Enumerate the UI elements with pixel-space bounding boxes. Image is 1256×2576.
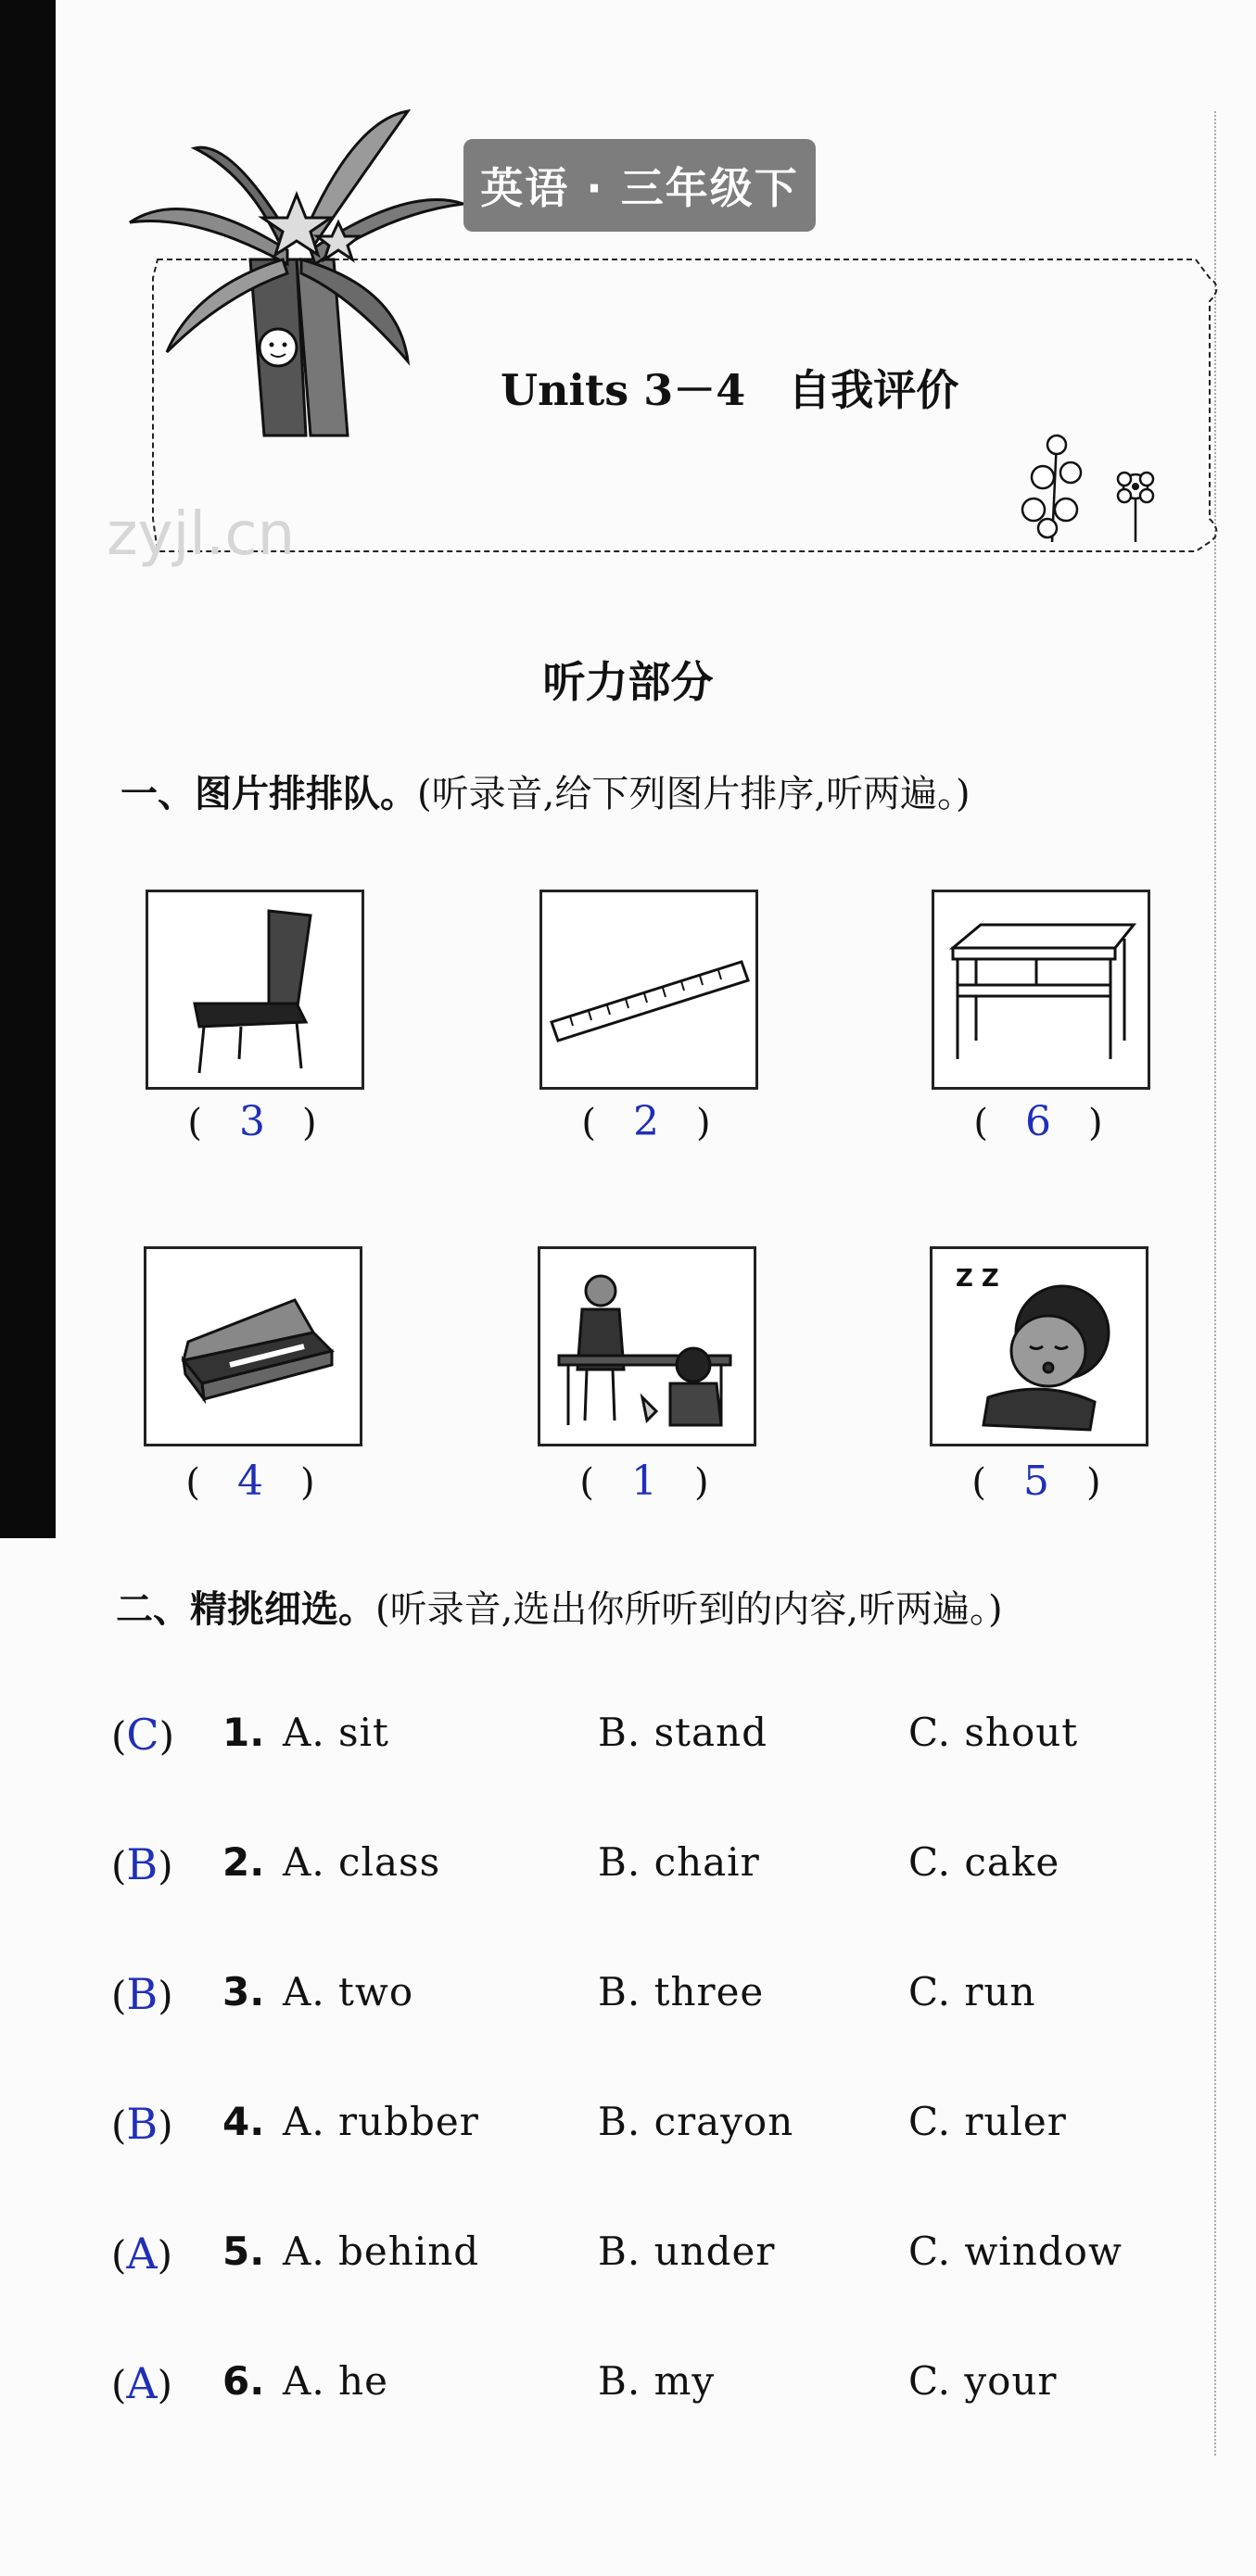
answer-paren: (B)	[111, 1969, 173, 2019]
option-c: C. shout	[908, 1710, 1079, 1755]
answer-paren: (B)	[111, 2099, 173, 2149]
svg-text:Z Z: Z Z	[956, 1265, 999, 1293]
flowers-icon	[996, 422, 1182, 542]
option-a: A. class	[283, 1839, 441, 1885]
order-answer: 2	[633, 1098, 659, 1145]
question-number: 4.	[222, 2099, 265, 2144]
question-row	[111, 2229, 1149, 2293]
choice-answer: A	[126, 2358, 158, 2408]
picture-desk	[932, 890, 1150, 1090]
palm-tree-icon	[111, 102, 482, 454]
answer-paren: (C)	[111, 1710, 174, 1760]
question-row	[111, 2099, 1149, 2164]
answer-paren-5: ( 1 )	[579, 1458, 709, 1505]
chair-icon	[148, 892, 362, 1087]
order-answer: 4	[237, 1458, 263, 1505]
question-number: 2.	[222, 1839, 265, 1885]
answer-paren: (A)	[111, 2229, 173, 2279]
option-c: C. ruler	[908, 2099, 1067, 2144]
option-b: B. three	[598, 1969, 765, 2014]
picture-pencil-box	[144, 1246, 362, 1446]
answer-paren-2: ( 2 )	[581, 1098, 711, 1145]
answer-paren-1: ( 3 )	[187, 1098, 317, 1145]
question-row	[111, 2358, 1149, 2423]
choice-answer: B	[126, 1969, 159, 2019]
part2-instruction: (听录音,选出你所听到的内容,听两遍。)	[375, 1588, 1003, 1631]
question-number: 5.	[222, 2229, 265, 2274]
option-c: C. cake	[908, 1839, 1060, 1885]
option-a: A. sit	[283, 1710, 389, 1755]
question-row	[111, 1969, 1149, 2034]
order-answer: 6	[1025, 1098, 1051, 1145]
classroom-scene-icon	[540, 1249, 754, 1444]
order-answer: 5	[1023, 1458, 1049, 1505]
option-b: B. chair	[598, 1839, 760, 1885]
option-a: A. behind	[283, 2229, 480, 2274]
option-c: C. window	[908, 2229, 1123, 2274]
question-number: 1.	[222, 1710, 265, 1755]
question-row	[111, 1710, 1149, 1774]
option-b: B. under	[598, 2229, 776, 2274]
answer-paren-3: ( 6 )	[973, 1098, 1103, 1145]
answer-paren-4: ( 4 )	[185, 1458, 315, 1505]
option-a: A. two	[283, 1969, 414, 2014]
answer-paren: (A)	[111, 2358, 173, 2408]
order-answer: 1	[631, 1458, 657, 1505]
choice-answer: A	[126, 2229, 158, 2279]
part1-heading	[121, 764, 971, 817]
choice-answer: B	[126, 2099, 159, 2149]
subject-tag: 英语 · 三年级下	[463, 139, 816, 232]
section-title: 听力部分	[542, 657, 714, 707]
picture-classroom	[538, 1246, 756, 1446]
ruler-icon	[542, 892, 755, 1087]
unit-title: Units 3－4 自我评价	[501, 365, 959, 415]
part1-number: 一、图片排排队。	[121, 773, 417, 815]
option-b: B. crayon	[598, 2099, 794, 2144]
question-number: 6.	[222, 2358, 265, 2404]
option-b: B. stand	[598, 1710, 768, 1755]
picture-ruler	[539, 890, 758, 1090]
option-a: A. rubber	[283, 2099, 479, 2144]
desk-icon	[934, 892, 1148, 1087]
question-number: 3.	[222, 1969, 265, 2014]
answer-paren: (B)	[111, 1839, 173, 1889]
watermark: zyjl.cn	[107, 500, 296, 569]
question-row	[111, 1839, 1149, 1904]
picture-sleeping	[930, 1246, 1148, 1446]
sleeping-boy-icon	[932, 1249, 1146, 1444]
pencil-box-icon	[146, 1249, 360, 1444]
picture-chair	[146, 890, 364, 1090]
choice-answer: B	[126, 1839, 159, 1889]
part2-heading	[116, 1580, 1003, 1633]
option-c: C. run	[908, 1969, 1036, 2014]
option-c: C. your	[908, 2358, 1058, 2404]
order-answer: 3	[239, 1098, 265, 1145]
choice-answer: C	[126, 1710, 159, 1760]
option-a: A. he	[283, 2358, 388, 2404]
part1-instruction: (听录音,给下列图片排序,听两遍。)	[417, 773, 971, 815]
part2-number: 二、精挑细选。	[116, 1588, 375, 1631]
option-b: B. my	[598, 2358, 716, 2404]
answer-paren-6: ( 5 )	[971, 1458, 1101, 1505]
